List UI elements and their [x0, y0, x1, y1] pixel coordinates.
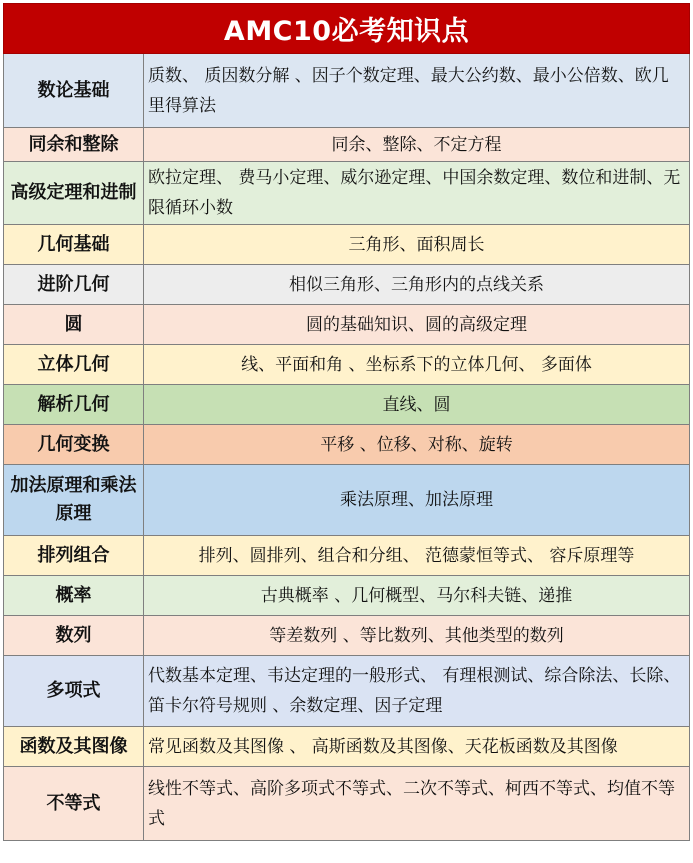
table-row	[4, 305, 690, 345]
table-row	[4, 656, 690, 727]
content-cell: 直线、圆	[144, 385, 690, 425]
content-cell: 欧拉定理、 费马小定理、威尔逊定理、中国余数定理、数位和进制、无限循环小数	[144, 162, 690, 225]
content-cell: 圆的基础知识、圆的高级定理	[144, 305, 690, 345]
content-cell: 等差数列 、等比数列、其他类型的数列	[144, 616, 690, 656]
content-cell: 同余、整除、不定方程	[144, 128, 690, 162]
table-row	[4, 225, 690, 265]
table-row	[4, 162, 690, 225]
content-cell: 平移 、位移、对称、旋转	[144, 425, 690, 465]
topic-cell: 同余和整除	[4, 128, 144, 162]
table-row	[4, 727, 690, 767]
table-row	[4, 767, 690, 841]
topic-cell: 几何基础	[4, 225, 144, 265]
content-cell: 代数基本定理、韦达定理的一般形式、 有理根测试、综合除法、长除、笛卡尔符号规则 、余数定理、因子定理	[144, 656, 690, 727]
topic-cell: 数列	[4, 616, 144, 656]
table-row	[4, 265, 690, 305]
topic-cell: 解析几何	[4, 385, 144, 425]
topic-cell: 加法原理和乘法原理	[4, 465, 144, 536]
table-row	[4, 345, 690, 385]
table-row	[4, 536, 690, 576]
table-row	[4, 385, 690, 425]
content-cell: 相似三角形、三角形内的点线关系	[144, 265, 690, 305]
topic-cell: 数论基础	[4, 54, 144, 128]
table-row	[4, 576, 690, 616]
knowledge-table	[3, 3, 690, 841]
table-row	[4, 616, 690, 656]
topic-cell: 进阶几何	[4, 265, 144, 305]
topic-cell: 立体几何	[4, 345, 144, 385]
table-row	[4, 465, 690, 536]
content-cell: 质数、 质因数分解 、因子个数定理、最大公约数、最小公倍数、欧几里得算法	[144, 54, 690, 128]
table-row	[4, 425, 690, 465]
topic-cell: 排列组合	[4, 536, 144, 576]
topic-cell: 函数及其图像	[4, 727, 144, 767]
content-cell: 线、平面和角 、坐标系下的立体几何、 多面体	[144, 345, 690, 385]
content-cell: 三角形、面积周长	[144, 225, 690, 265]
content-cell: 常见函数及其图像 、 高斯函数及其图像、天花板函数及其图像	[144, 727, 690, 767]
topic-cell: 圆	[4, 305, 144, 345]
topic-cell: 多项式	[4, 656, 144, 727]
topic-cell: 不等式	[4, 767, 144, 841]
content-cell: 线性不等式、高阶多项式不等式、二次不等式、柯西不等式、均值不等式	[144, 767, 690, 841]
content-cell: 古典概率 、几何概型、马尔科夫链、递推	[144, 576, 690, 616]
content-cell: 排列、圆排列、组合和分组、 范德蒙恒等式、 容斥原理等	[144, 536, 690, 576]
content-cell: 乘法原理、加法原理	[144, 465, 690, 536]
topic-cell: 几何变换	[4, 425, 144, 465]
topic-cell: 高级定理和进制	[4, 162, 144, 225]
title-row	[4, 4, 690, 54]
table-row	[4, 128, 690, 162]
table-title: AMC10必考知识点	[4, 4, 690, 54]
topic-cell: 概率	[4, 576, 144, 616]
table-row	[4, 54, 690, 128]
